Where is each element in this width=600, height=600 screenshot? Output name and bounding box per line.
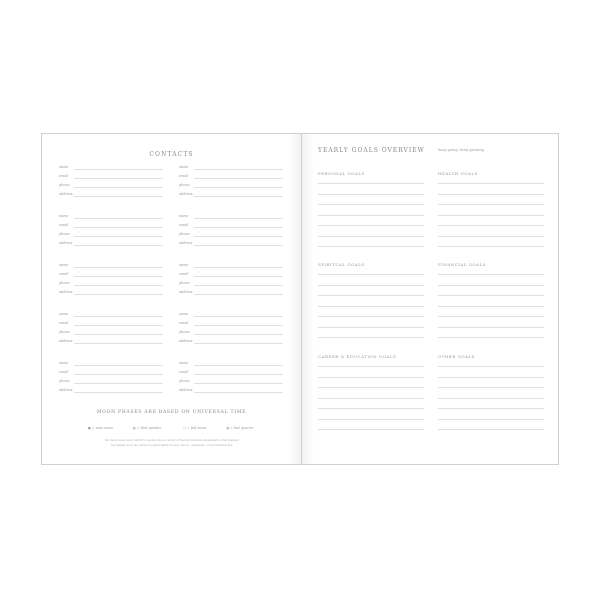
contact-field-row	[179, 262, 283, 270]
goal-line[interactable]	[318, 285, 424, 286]
contact-field-label: email	[179, 223, 189, 227]
contact-field-row	[179, 387, 283, 395]
goal-section-heading: CAREER & EDUCATION GOALS	[318, 354, 397, 359]
goal-section-heading: SPIRITUAL GOALS	[318, 262, 365, 267]
contact-field-row	[179, 329, 283, 337]
contact-field-line[interactable]	[74, 343, 163, 344]
contact-field-label: email	[179, 272, 189, 276]
goal-line[interactable]	[318, 246, 424, 247]
goal-line[interactable]	[438, 377, 544, 378]
goal-line[interactable]	[438, 337, 544, 338]
contact-field-line[interactable]	[194, 285, 283, 286]
contact-field-line[interactable]	[194, 316, 283, 317]
goal-line[interactable]	[318, 429, 424, 430]
disclaimer-line-1: We have made every effort to assure the accuracy of the information presented in this planner,	[104, 438, 240, 442]
disclaimer-line-2: but please note we cannot be held liable for any errors, omissions, or inconsistencies.	[111, 443, 233, 447]
contact-field-row	[59, 360, 163, 368]
moon-phases-title: MOON PHASES ARE BASED ON UNIVERSAL TIME	[96, 410, 247, 415]
contact-field-line[interactable]	[194, 383, 283, 384]
contact-field-line[interactable]	[194, 236, 283, 237]
contact-field-row	[59, 338, 163, 346]
contact-field-row	[59, 240, 163, 248]
contact-field-row	[179, 191, 283, 199]
goal-line[interactable]	[318, 236, 424, 237]
goals-motto: keep going, keep growing	[438, 148, 485, 152]
contact-field-line[interactable]	[194, 365, 283, 366]
contact-field-line[interactable]	[194, 392, 283, 393]
contact-field-row	[59, 222, 163, 230]
goal-section-heading: HEALTH GOALS	[438, 171, 478, 176]
contact-field-row	[179, 369, 283, 377]
contact-field-row	[59, 191, 163, 199]
contact-field-label: phone	[59, 379, 70, 383]
contact-field-line[interactable]	[74, 218, 163, 219]
contact-field-row	[179, 311, 283, 319]
contact-field-line[interactable]	[74, 325, 163, 326]
goal-line[interactable]	[438, 408, 544, 409]
goal-section-heading: FINANCIAL GOALS	[438, 262, 486, 267]
contact-field-row	[179, 338, 283, 346]
goal-line[interactable]	[438, 194, 544, 195]
contact-field-row	[59, 173, 163, 181]
contact-field-label: email	[179, 321, 189, 325]
contact-field-line[interactable]	[194, 374, 283, 375]
contact-field-line[interactable]	[194, 343, 283, 344]
contact-field-label: email	[59, 174, 69, 178]
contact-field-label: phone	[59, 183, 70, 187]
contact-field-line[interactable]	[194, 196, 283, 197]
goals-title: YEARLY GOALS OVERVIEW	[318, 147, 425, 154]
contact-field-label: email	[59, 223, 69, 227]
contact-field-label: name	[59, 263, 69, 267]
contact-field-row	[59, 320, 163, 328]
contact-field-line[interactable]	[194, 325, 283, 326]
goal-line[interactable]	[318, 419, 424, 420]
contact-field-label: email	[59, 321, 69, 325]
contact-field-row	[179, 164, 283, 172]
contact-field-line[interactable]	[74, 276, 163, 277]
contact-field-row	[179, 231, 283, 239]
contact-field-row	[59, 182, 163, 190]
contact-field-line[interactable]	[74, 267, 163, 268]
contact-field-label: name	[179, 165, 189, 169]
contact-field-line[interactable]	[74, 334, 163, 335]
contact-field-line[interactable]	[194, 187, 283, 188]
contact-field-label: phone	[59, 330, 70, 334]
contact-field-row	[59, 231, 163, 239]
contact-field-label: address	[59, 388, 73, 392]
goal-line[interactable]	[438, 204, 544, 205]
contacts-page	[42, 134, 301, 464]
contact-field-row	[179, 173, 283, 181]
planner-spread	[41, 133, 559, 465]
goal-line[interactable]	[318, 398, 424, 399]
contact-field-row	[59, 271, 163, 279]
goal-line[interactable]	[318, 387, 424, 388]
goal-line[interactable]	[438, 274, 544, 275]
contact-field-label: address	[179, 241, 193, 245]
contact-field-row	[179, 182, 283, 190]
contact-field-line[interactable]	[194, 294, 283, 295]
goal-line[interactable]	[438, 419, 544, 420]
contact-field-label: email	[179, 174, 189, 178]
goal-line[interactable]	[318, 204, 424, 205]
contact-field-row	[59, 378, 163, 386]
contact-field-row	[179, 222, 283, 230]
contact-field-row	[59, 329, 163, 337]
moon-phase-full: ○ = full moon	[183, 426, 207, 430]
contact-field-label: address	[179, 192, 193, 196]
contact-field-row	[179, 213, 283, 221]
goal-line[interactable]	[318, 225, 424, 226]
contact-field-line[interactable]	[74, 178, 163, 179]
contact-field-label: email	[179, 370, 189, 374]
goal-line[interactable]	[318, 327, 424, 328]
goals-page	[302, 134, 560, 464]
contact-field-row	[59, 280, 163, 288]
goal-line[interactable]	[438, 316, 544, 317]
goal-line[interactable]	[318, 408, 424, 409]
contact-field-label: phone	[59, 281, 70, 285]
goal-line[interactable]	[438, 236, 544, 237]
contact-field-label: address	[179, 388, 193, 392]
contact-field-label: name	[179, 312, 189, 316]
goal-line[interactable]	[438, 215, 544, 216]
contact-field-label: phone	[179, 330, 190, 334]
goal-line[interactable]	[318, 377, 424, 378]
contact-field-line[interactable]	[74, 169, 163, 170]
contact-field-line[interactable]	[74, 196, 163, 197]
contact-field-label: address	[59, 339, 73, 343]
contact-field-row	[59, 387, 163, 395]
contacts-title: CONTACTS	[149, 151, 194, 158]
contact-field-line[interactable]	[194, 178, 283, 179]
goal-line[interactable]	[438, 183, 544, 184]
contact-field-row	[179, 320, 283, 328]
contact-field-row	[59, 311, 163, 319]
contact-field-line[interactable]	[194, 218, 283, 219]
contact-field-label: name	[59, 361, 69, 365]
goal-line[interactable]	[318, 295, 424, 296]
contact-field-line[interactable]	[74, 227, 163, 228]
goal-line[interactable]	[438, 225, 544, 226]
goal-line[interactable]	[318, 215, 424, 216]
contact-field-label: address	[59, 241, 73, 245]
contact-field-label: phone	[179, 183, 190, 187]
contact-field-label: address	[59, 192, 73, 196]
contact-field-row	[179, 378, 283, 386]
goal-line[interactable]	[318, 366, 424, 367]
contact-field-line[interactable]	[194, 276, 283, 277]
contact-field-label: phone	[179, 281, 190, 285]
goal-section-heading: PERSONAL GOALS	[318, 171, 365, 176]
contact-field-label: address	[179, 339, 193, 343]
contact-field-row	[59, 213, 163, 221]
contact-field-line[interactable]	[194, 267, 283, 268]
goal-line[interactable]	[438, 295, 544, 296]
goal-line[interactable]	[318, 337, 424, 338]
contact-field-row	[59, 262, 163, 270]
contact-field-line[interactable]	[74, 285, 163, 286]
contact-field-label: phone	[179, 379, 190, 383]
contact-field-line[interactable]	[74, 245, 163, 246]
goal-line[interactable]	[318, 316, 424, 317]
goal-section-heading: OTHER GOALS	[438, 354, 475, 359]
goal-line[interactable]	[438, 429, 544, 430]
moon-phase-last-quarter: ◑ = last quarter	[226, 426, 254, 430]
moon-phase-first-quarter: ◐ = first quarter	[133, 426, 162, 430]
contact-field-line[interactable]	[74, 383, 163, 384]
contact-field-label: name	[59, 214, 69, 218]
goal-line[interactable]	[438, 246, 544, 247]
contact-field-label: phone	[59, 232, 70, 236]
contact-field-line[interactable]	[74, 365, 163, 366]
contact-field-label: phone	[179, 232, 190, 236]
contact-field-row	[59, 164, 163, 172]
goal-line[interactable]	[438, 285, 544, 286]
contact-field-row	[59, 289, 163, 297]
contact-field-label: address	[59, 290, 73, 294]
goal-line[interactable]	[438, 306, 544, 307]
contact-field-line[interactable]	[74, 236, 163, 237]
contact-field-label: name	[179, 263, 189, 267]
contact-field-line[interactable]	[74, 392, 163, 393]
goal-line[interactable]	[438, 327, 544, 328]
goal-line[interactable]	[438, 366, 544, 367]
contact-field-line[interactable]	[74, 294, 163, 295]
contact-field-row	[59, 369, 163, 377]
contact-field-line[interactable]	[194, 169, 283, 170]
contact-field-label: name	[179, 214, 189, 218]
contact-field-label: email	[59, 272, 69, 276]
goal-line[interactable]	[318, 183, 424, 184]
contact-field-line[interactable]	[194, 334, 283, 335]
contact-field-line[interactable]	[194, 227, 283, 228]
goal-line[interactable]	[318, 274, 424, 275]
contact-field-label: address	[179, 290, 193, 294]
contact-field-label: name	[59, 165, 69, 169]
goal-line[interactable]	[318, 194, 424, 195]
contact-field-row	[179, 360, 283, 368]
contact-field-label: email	[59, 370, 69, 374]
goal-line[interactable]	[318, 306, 424, 307]
contact-field-line[interactable]	[194, 245, 283, 246]
moon-phase-new: ● = new moon	[88, 426, 113, 430]
goal-line[interactable]	[438, 398, 544, 399]
contact-field-line[interactable]	[74, 316, 163, 317]
contact-field-label: name	[179, 361, 189, 365]
contact-field-row	[179, 289, 283, 297]
contact-field-label: name	[59, 312, 69, 316]
contact-field-row	[179, 240, 283, 248]
goal-line[interactable]	[438, 387, 544, 388]
contact-field-row	[179, 280, 283, 288]
contact-field-line[interactable]	[74, 374, 163, 375]
contact-field-row	[179, 271, 283, 279]
contact-field-line[interactable]	[74, 187, 163, 188]
moon-phases-legend	[88, 426, 268, 432]
